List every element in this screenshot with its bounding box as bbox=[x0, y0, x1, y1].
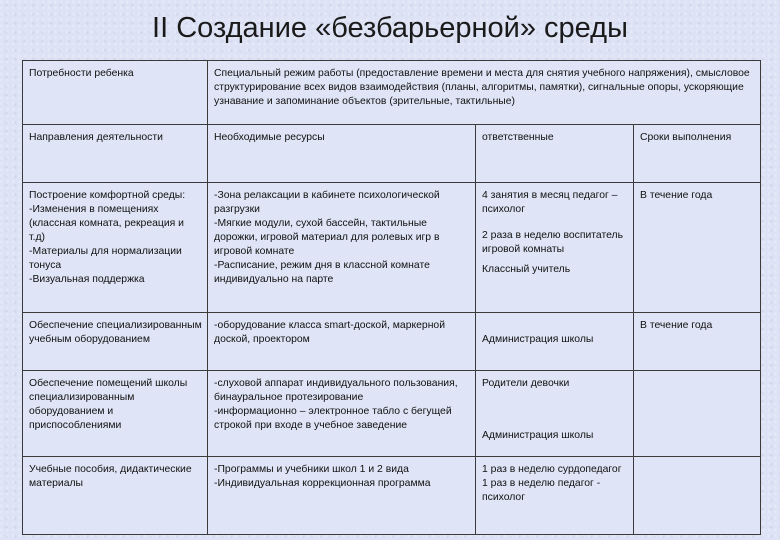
header-direction: Направления деятельности bbox=[23, 125, 208, 183]
responsible-item: Родители девочки bbox=[482, 378, 570, 389]
row-direction: Обеспечение помещений школы специализированным оборудованием и приспособлениями bbox=[23, 371, 208, 457]
table-row bbox=[23, 371, 761, 457]
row-direction: Обеспечение специализированным учебным оборудованием bbox=[23, 313, 208, 371]
row-direction: Учебные пособия, дидактические материалы bbox=[23, 457, 208, 535]
row-responsible bbox=[476, 183, 634, 313]
responsible-item: 4 занятия в месяц педагог – психолог bbox=[482, 190, 618, 215]
table-row bbox=[23, 313, 761, 371]
row-responsible bbox=[476, 371, 634, 457]
responsible-item: 1 раз в неделю сурдопедагог bbox=[482, 464, 622, 475]
row-resources: -слуховой аппарат индивидуального пользования, бинауральное протезирование -информационно – электронное табло с бегущей строкой при входе в учебное заведение bbox=[208, 371, 476, 457]
header-row bbox=[23, 125, 761, 183]
header-resources: Необходимые ресурсы bbox=[208, 125, 476, 183]
row-direction: Построение комфортной среды: -Изменения в помещениях (классная комната, рекреация и т.д) -Материалы для нормализации тонуса -Визуальная поддержка bbox=[23, 183, 208, 313]
row-deadline: В течение года bbox=[634, 313, 761, 371]
responsible-item: 2 раза в неделю воспитатель игровой комнаты bbox=[482, 230, 624, 255]
plan-table bbox=[22, 60, 761, 535]
responsible-item: Администрация школы bbox=[482, 430, 594, 441]
needs-label: Потребности ребенка bbox=[23, 61, 208, 125]
responsible-item: 1 раз в неделю педагог - психолог bbox=[482, 478, 601, 503]
row-responsible bbox=[476, 313, 634, 371]
header-deadline: Сроки выполнения bbox=[634, 125, 761, 183]
row-deadline bbox=[634, 457, 761, 535]
needs-row bbox=[23, 61, 761, 125]
table-row bbox=[23, 457, 761, 535]
row-responsible bbox=[476, 457, 634, 535]
needs-value: Специальный режим работы (предоставление времени и места для снятия учебного напряжения), смысловое структурирование всех видов взаимодействия (планы, алгоритмы, памятки), сигнальные опоры, ускоряющие узнавание и запоминание объектов (зрительные, тактильные) bbox=[208, 61, 761, 125]
row-resources: -оборудование класса smart-доской, маркерной доской, проектором bbox=[208, 313, 476, 371]
header-responsible: ответственные bbox=[476, 125, 634, 183]
responsible-item: Классный учитель bbox=[482, 264, 571, 275]
table-row bbox=[23, 183, 761, 313]
row-deadline: В течение года bbox=[634, 183, 761, 313]
row-resources: -Программы и учебники школ 1 и 2 вида -Индивидуальная коррекционная программа bbox=[208, 457, 476, 535]
responsible-item: Администрация школы bbox=[482, 334, 594, 345]
row-resources: -Зона релаксации в кабинете психологической разгрузки -Мягкие модули, сухой бассейн, тактильные дорожки, игровой материал для ролевых игр в игровой комнате -Расписание, режим дня в классной комнате индивидуально на парте bbox=[208, 183, 476, 313]
row-deadline bbox=[634, 371, 761, 457]
page-title: II Создание «безбарьерной» среды bbox=[152, 12, 628, 44]
